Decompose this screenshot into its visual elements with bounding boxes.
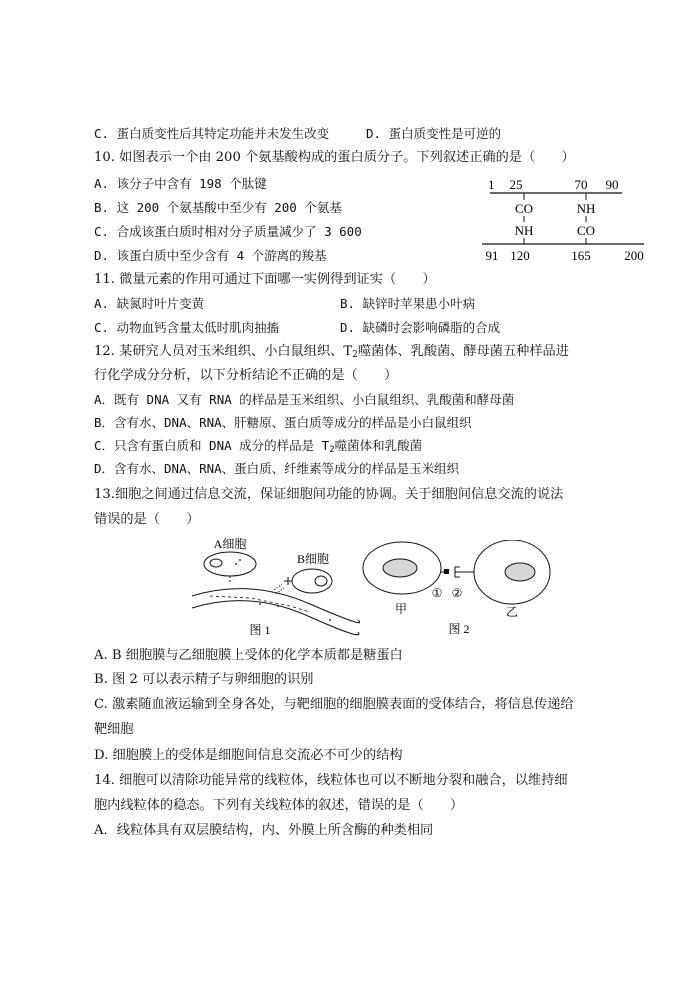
cell-jia-nucleus [383, 559, 417, 577]
q10-option-c: C. 合成该蛋白质时相对分子质量减少了 3 600 [94, 224, 362, 239]
q12-option-d: D．含有水、DNA、RNA、蛋白质、纤维素等成分的样品是玉米组织 [94, 461, 460, 476]
q11-option-d: D. 缺磷时会影响磷脂的合成 [340, 320, 501, 335]
q13-option-b: B. 图 2 可以表示精子与卵细胞的识别 [94, 672, 314, 687]
top-number-70: 70 [574, 177, 588, 192]
blood-vessel-lower [192, 601, 359, 635]
bottom-number-200: 200 [624, 248, 644, 263]
q12-option-b: B．含有水、DNA、RNA、肝糖原、蛋白质等成分的样品是小白鼠组织 [94, 415, 472, 430]
q13-stem-line1: 13.细胞之间通过信息交流，保证细胞间功能的协调。关于细胞间信息交流的说法 [94, 487, 564, 502]
q12-option-a: A．既有 DNA 又有 RNA 的样品是玉米组织、小白鼠组织、乳酸菌和酵母菌 [94, 392, 515, 407]
cell-b-label: B细胞 [296, 552, 330, 566]
top-number-90: 90 [605, 177, 619, 192]
q13-option-a: A. B 细胞膜与乙细胞膜上受体的化学本质都是糖蛋白 [94, 648, 403, 663]
cell-yi-nucleus [505, 563, 535, 581]
q14-stem-line2: 胞内线粒体的稳态。下列有关线粒体的叙述，错误的是（ ） [94, 798, 464, 813]
q14-option-a: A．线粒体具有双层膜结构，内、外膜上所含酶的种类相同 [94, 823, 434, 838]
q10-option-b: B. 这 200 个氨基酸中至少有 200 个氨基 [94, 200, 342, 215]
figure-2-cell-contact [360, 540, 560, 638]
q13-stem-line2: 错误的是（ ） [94, 512, 200, 527]
q12-stem-line1: 12. 某研究人员对玉米组织、小白鼠组织、$T_2$噬菌体、乳酸菌、酵母菌五种样品进 [94, 344, 569, 360]
q11-option-b: B. 缺锌时苹果患小叶病 [340, 296, 476, 311]
q13-option-c-line1: C. 激素随血液运输到全身各处，与靶细胞的细胞膜表面的受体结合，将信息传递给 [94, 697, 574, 712]
bottom-number-165: 165 [571, 248, 591, 263]
q11-option-c: C. 动物血钙含量太低时肌肉抽搐 [94, 320, 280, 335]
left-bond-nh: NH [514, 223, 534, 238]
cell-a-nucleus [210, 559, 222, 567]
q10-stem: 10. 如图表示一个由 200 个氨基酸构成的蛋白质分子。下列叙述正确的是（ ） [94, 150, 575, 165]
label-jia: 甲 [394, 602, 408, 616]
bottom-number-120: 120 [510, 248, 530, 263]
marker-2: ② [451, 586, 463, 600]
marker-1: ① [431, 586, 443, 600]
q12-stem-line2: 行化学成分分析，以下分析结论不正确的是（ ） [94, 368, 398, 383]
receptor [455, 567, 474, 577]
q13-option-c-line2: 靶细胞 [94, 722, 134, 737]
left-bond-co: CO [514, 201, 534, 216]
right-bond-nh: NH [576, 201, 596, 216]
q14-stem-line1: 14. 细胞可以清除功能异常的线粒体，线粒体也可以不断地分裂和融合，以维持细 [94, 773, 568, 788]
signal-molecule [444, 569, 449, 574]
cell-b-receptor [284, 577, 292, 585]
q12-option-c: C．只含有蛋白质和 DNA 成分的样品是 $T_2$噬菌体和乳酸菌 [94, 438, 423, 455]
cell-b-body [292, 569, 332, 593]
bottom-number-91: 91 [485, 248, 499, 263]
cell-b-nucleus [315, 576, 327, 586]
q11-stem: 11. 微量元素的作用可通过下面哪一实例得到证实（ ） [94, 272, 436, 287]
right-bond-co: CO [576, 223, 596, 238]
figure-1-caption: 图 1 [249, 623, 271, 637]
label-yi: 乙 [505, 605, 519, 619]
q9-option-c: C. 蛋白质变性后其特定功能并未发生改变 [94, 126, 330, 141]
q9-option-d: D. 蛋白质变性是可逆的 [366, 126, 502, 141]
protein-diagram [478, 174, 650, 266]
q10-option-d: D. 该蛋白质中至少含有 4 个游离的羧基 [94, 248, 327, 263]
figure-2-caption: 图 2 [448, 622, 470, 636]
q13-option-d: D. 细胞膜上的受体是细胞间信息交流必不可少的结构 [94, 748, 403, 763]
q10-option-a: A. 该分子中含有 198 个肽键 [94, 176, 267, 191]
cell-a-label: A细胞 [213, 537, 247, 551]
q11-option-a: A. 缺氮时叶片变黄 [94, 296, 205, 311]
figure-1-cell-signaling [190, 534, 360, 638]
cell-a-body [204, 552, 256, 576]
top-number-1: 1 [488, 177, 495, 192]
top-number-25: 25 [509, 177, 523, 192]
